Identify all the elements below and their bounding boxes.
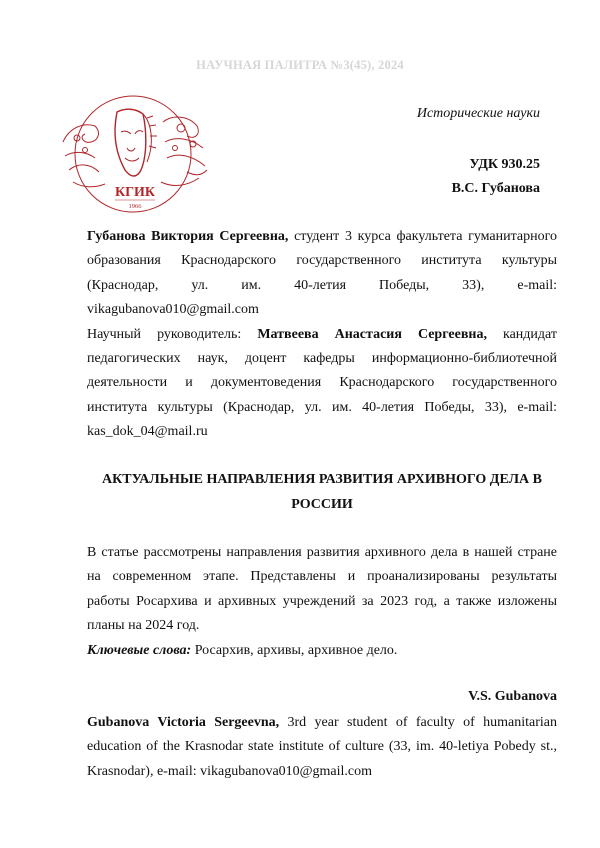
en-author-short-name: V.S. Gubanova: [468, 689, 557, 704]
en-author-info: [87, 711, 557, 784]
en-author-line-1: Gubanova Victoria Sergeevna, 3rd year student of faculty of humanitarian: [87, 715, 558, 730]
supervisor-line-2: педагогических наук, доцент кафедры информационно-библиотечной: [87, 351, 557, 367]
author-info-line-1: Губанова Виктория Сергеевна, студент 3 курса факультета гуманитарного: [87, 229, 557, 244]
abstract: [87, 541, 557, 663]
keywords-text: Росархив, архивы, архивное дело.: [191, 642, 398, 658]
abstract-line-3: работы Росархива и архивных учреждений за 2023 год, а также изложены: [87, 593, 557, 609]
abstract-line-1: В статье рассмотрены направления развития архивного дела в нашей стране: [87, 545, 557, 560]
abstract-line-4: планы на 2024 год.: [87, 618, 200, 634]
supervisor-name: Матвеева Анастасия Сергеевна,: [257, 326, 487, 342]
article-title: [87, 467, 557, 517]
kgik-logo: [55, 92, 215, 217]
keywords: [87, 639, 557, 663]
author-info: [87, 225, 557, 445]
article-title-line-2: РОССИИ: [291, 497, 353, 512]
journal-header: НАУЧНАЯ ПАЛИТРА №3(45), 2024: [196, 58, 404, 72]
section-label: Исторические науки: [416, 106, 540, 121]
en-author-line-2: education of the Krasnodar state institute of culture (33, im. 40-letiya Pobedy st.,: [87, 739, 557, 755]
logo-year: 1966: [128, 203, 142, 210]
author-full-name: Губанова Виктория Сергеевна,: [87, 229, 289, 244]
author-info-line-2: образования Краснодарского государственного института культуры: [87, 253, 557, 269]
en-author-full-name: Gubanova Victoria Sergeevna,: [87, 715, 280, 730]
author-info-line-3: (Краснодар, ул. им. 40-летия Победы, 33), e-mail:: [87, 277, 557, 293]
author-email: vikagubanova010@gmail.com: [87, 302, 259, 318]
logo-text: КГИК: [114, 185, 156, 200]
supervisor-line-1: Научный руководитель: Матвеева Анастасия Сергеевна, кандидат: [87, 326, 557, 342]
keywords-label: Ключевые слова:: [87, 642, 192, 658]
author-short-name: В.С. Губанова: [451, 181, 540, 196]
supervisor-line-3: деятельности и документоведения Краснодарского государственного: [87, 375, 557, 391]
supervisor-line-4: института культуры (Краснодар, ул. им. 40-летия Победы, 33), e-mail:: [87, 399, 557, 415]
supervisor-email: kas_dok_04@mail.ru: [87, 424, 208, 440]
udk-code: УДК 930.25: [469, 157, 540, 172]
abstract-line-2: на современном этапе. Представлены и проанализированы результаты: [87, 569, 557, 585]
en-author-line-3: Krasnodar), e-mail: vikagubanova010@gmail.com: [87, 763, 373, 779]
article-title-line-1: АКТУАЛЬНЫЕ НАПРАВЛЕНИЯ РАЗВИТИЯ АРХИВНОГО ДЕЛА В: [102, 472, 542, 487]
